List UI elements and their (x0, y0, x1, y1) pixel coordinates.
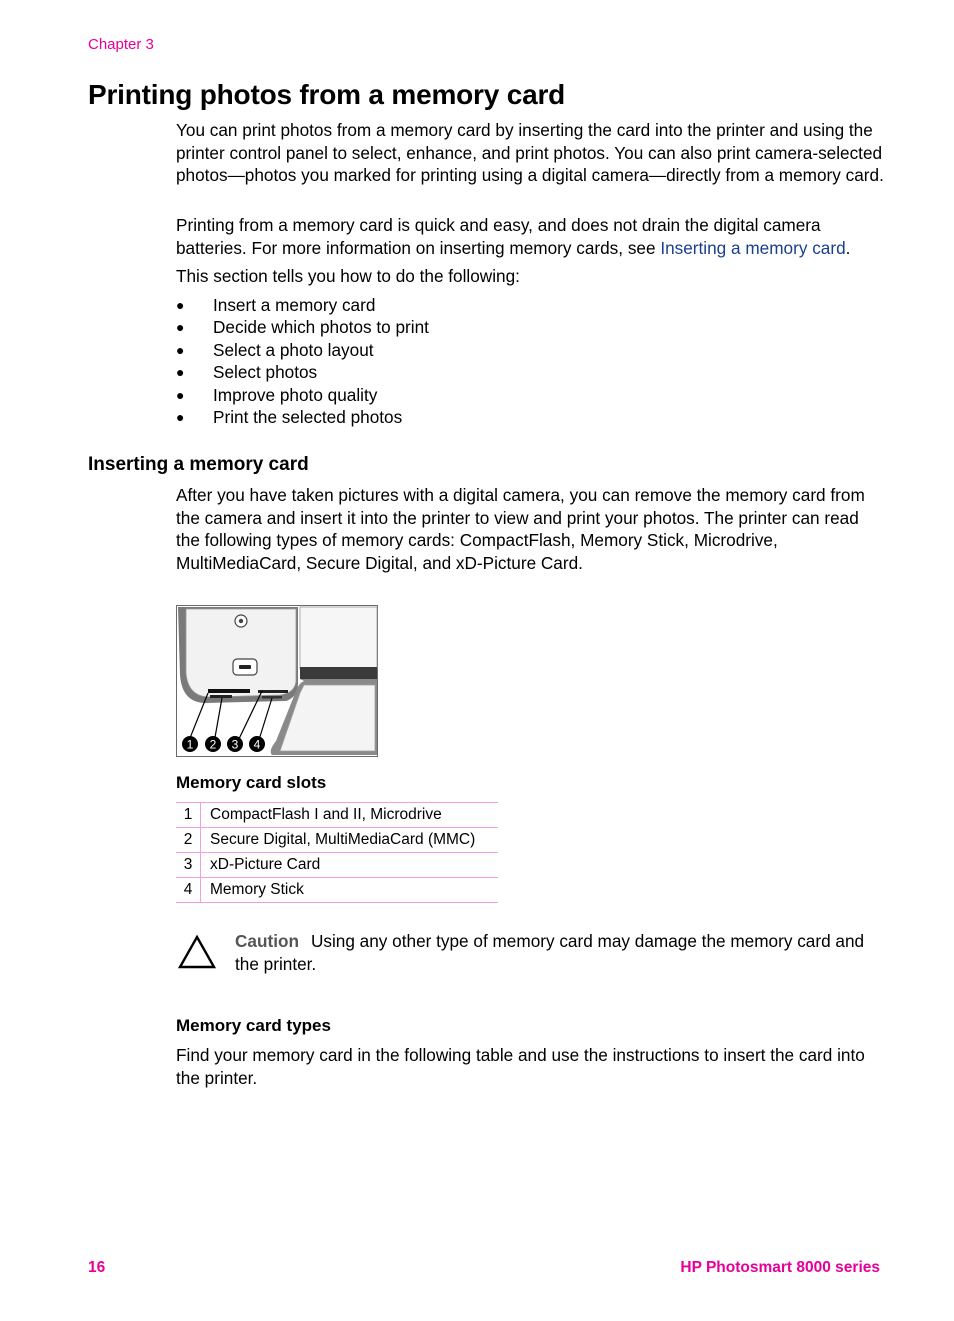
section-paragraph: After you have taken pictures with a digital camera, you can remove the memory card from the camera and insert it into the printer to view and print your photos. The printer can read the following types of memory cards: CompactFlash, Memory Stick, Microdrive, MultiMediaCard, Secure Digital, and xD-Picture Card. (176, 485, 865, 573)
list-item-label: Select photos (213, 362, 318, 383)
slot-number: 3 (176, 853, 201, 878)
list-item (176, 294, 429, 316)
inserting-memory-card-link[interactable]: Inserting a memory card (660, 237, 846, 258)
list-item-label: Select a photo layout (213, 339, 374, 360)
callout-3 (227, 736, 243, 752)
table-row (176, 853, 498, 878)
list-item-label: Improve photo quality (213, 384, 378, 405)
intro-paragraph-2-text: Printing from a memory card is quick and easy, and does not drain the digital camera batteries. For more information on inserting memory cards, see (176, 215, 821, 258)
callout-2 (205, 736, 221, 752)
bullet-icon: ● (176, 297, 185, 313)
printer-memory-slots-illustration (176, 605, 378, 757)
section-heading: Inserting a memory card (88, 454, 309, 475)
intro-paragraph: You can print photos from a memory card by inserting the card into the printer and using the printer control panel to select, enhance, and print photos. You can also print camera-selected photos—photos you marked for printing using a digital camera—directly from a memory card. (176, 120, 884, 185)
list-item (176, 361, 429, 383)
slot-description: Secure Digital, MultiMediaCard (MMC) (201, 828, 499, 853)
slot-number: 1 (176, 803, 201, 828)
list-item-label: Decide which photos to print (213, 317, 429, 338)
bullet-icon: ● (176, 409, 185, 426)
caution-text: Using any other type of memory card may damage the memory card and the printer. (235, 931, 865, 974)
product-name: HP Photosmart 8000 series (680, 1259, 880, 1276)
list-item (176, 406, 429, 428)
page-title: Printing photos from a memory card (88, 79, 566, 110)
callout-4 (249, 736, 265, 752)
table-row (176, 803, 498, 828)
section-overview: This section tells you how to do the following: (176, 266, 520, 286)
task-list (176, 294, 429, 428)
chapter-label: Chapter 3 (88, 36, 154, 53)
intro-paragraph-2 (176, 214, 886, 259)
subsection-heading: Memory card types (176, 1016, 331, 1035)
callout-2-label: 2 (209, 737, 217, 752)
memory-card-slots-table (176, 802, 498, 903)
warning-triangle-icon (177, 934, 217, 970)
caution-note (235, 930, 885, 975)
list-item-label: Insert a memory card (213, 295, 376, 315)
slot-description: Memory Stick (201, 878, 499, 903)
list-item (176, 384, 429, 406)
bullet-icon: ● (176, 364, 185, 381)
list-item (176, 339, 429, 361)
page-number: 16 (88, 1259, 106, 1276)
table-row (176, 828, 498, 853)
intro-paragraph-2-end: . (845, 237, 851, 258)
slot-description: CompactFlash I and II, Microdrive (201, 803, 499, 828)
caution-label: Caution (235, 931, 299, 951)
bullet-icon: ● (176, 341, 185, 358)
slots-table-caption: Memory card slots (176, 773, 327, 792)
slot-number: 2 (176, 828, 201, 853)
callout-3-label: 3 (231, 737, 239, 752)
callout-1-label: 1 (186, 737, 194, 752)
bullet-icon: ● (176, 319, 185, 336)
slot-description: xD-Picture Card (201, 853, 499, 878)
callout-1 (182, 736, 198, 752)
slot-number: 4 (176, 878, 201, 903)
table-row (176, 878, 498, 903)
bullet-icon: ● (176, 386, 185, 403)
callout-4-label: 4 (253, 737, 261, 752)
subsection-paragraph: Find your memory card in the following table and use the instructions to insert the card into the printer. (176, 1045, 865, 1088)
list-item-label: Print the selected photos (213, 407, 403, 428)
list-item (176, 316, 429, 338)
